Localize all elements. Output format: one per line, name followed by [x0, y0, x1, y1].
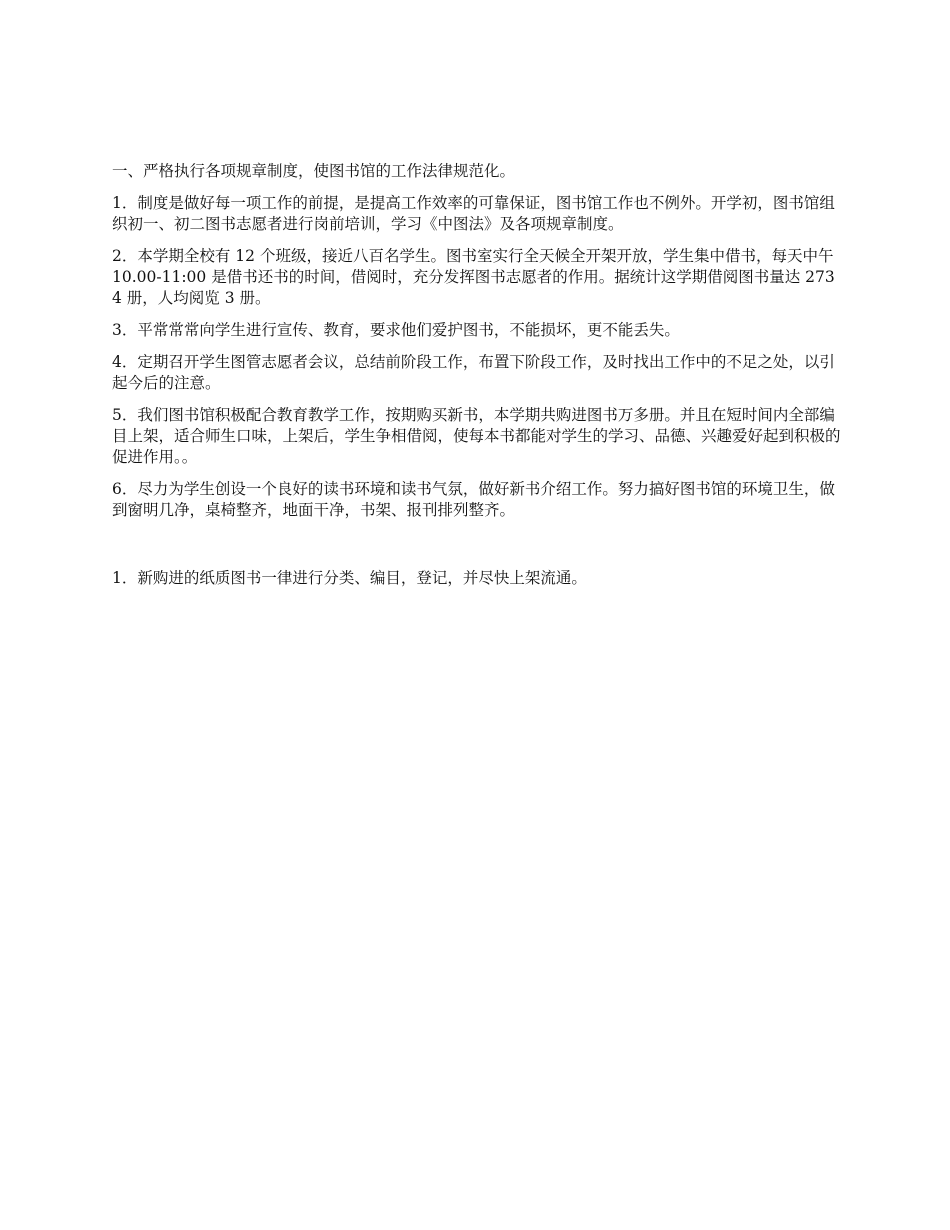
- paragraph-item-6: 6．尽力为学生创设一个良好的读书环境和读书气氛，做好新书介绍工作。努力搞好图书馆的环境卫生，做到窗明几净，桌椅整齐，地面干净，书架、报刊排列整齐。: [112, 480, 835, 519]
- second-section-item-1: 1．新购进的纸质图书一律进行分类、编目，登记，并尽快上架流通。: [112, 569, 587, 587]
- section-heading: 一、严格执行各项规章制度，使图书馆的工作法律规范化。: [112, 162, 516, 180]
- paragraph-item-5: 5．我们图书馆积极配合教育教学工作，按期购买新书，本学期共购进图书万多册。并且在短时间内全部编目上架，适合师生口味，上架后，学生争相借阅，使每本书都能对学生的学习、品德、兴趣爱好起到积极的促进作用。。: [112, 406, 841, 466]
- paragraph-item-2: 2．本学期全校有 12 个班级，接近八百名学生。图书室实行全天候全开架开放，学生集中借书，每天中午 10.00-11:00 是借书还书的时间，借阅时，充分发挥图书志愿者的作用。据统计这学期借阅图书量达 2734 册，人均阅览 3 册。: [112, 247, 835, 307]
- paragraph-item-4: 4．定期召开学生图管志愿者会议，总结前阶段工作，布置下阶段工作，及时找出工作中的不足之处，以引起今后的注意。: [112, 353, 835, 392]
- paragraph-item-3: 3．平常常常向学生进行宣传、教育，要求他们爱护图书，不能损坏，更不能丢失。: [112, 321, 680, 339]
- paragraph-item-1: 1．制度是做好每一项工作的前提，是提高工作效率的可靠保证，图书馆工作也不例外。开学初，图书馆组织初一、初二图书志愿者进行岗前培训，学习《中图法》及各项规章制度。: [112, 194, 835, 233]
- section-spacer: [112, 532, 842, 568]
- document-page: [112, 161, 842, 600]
